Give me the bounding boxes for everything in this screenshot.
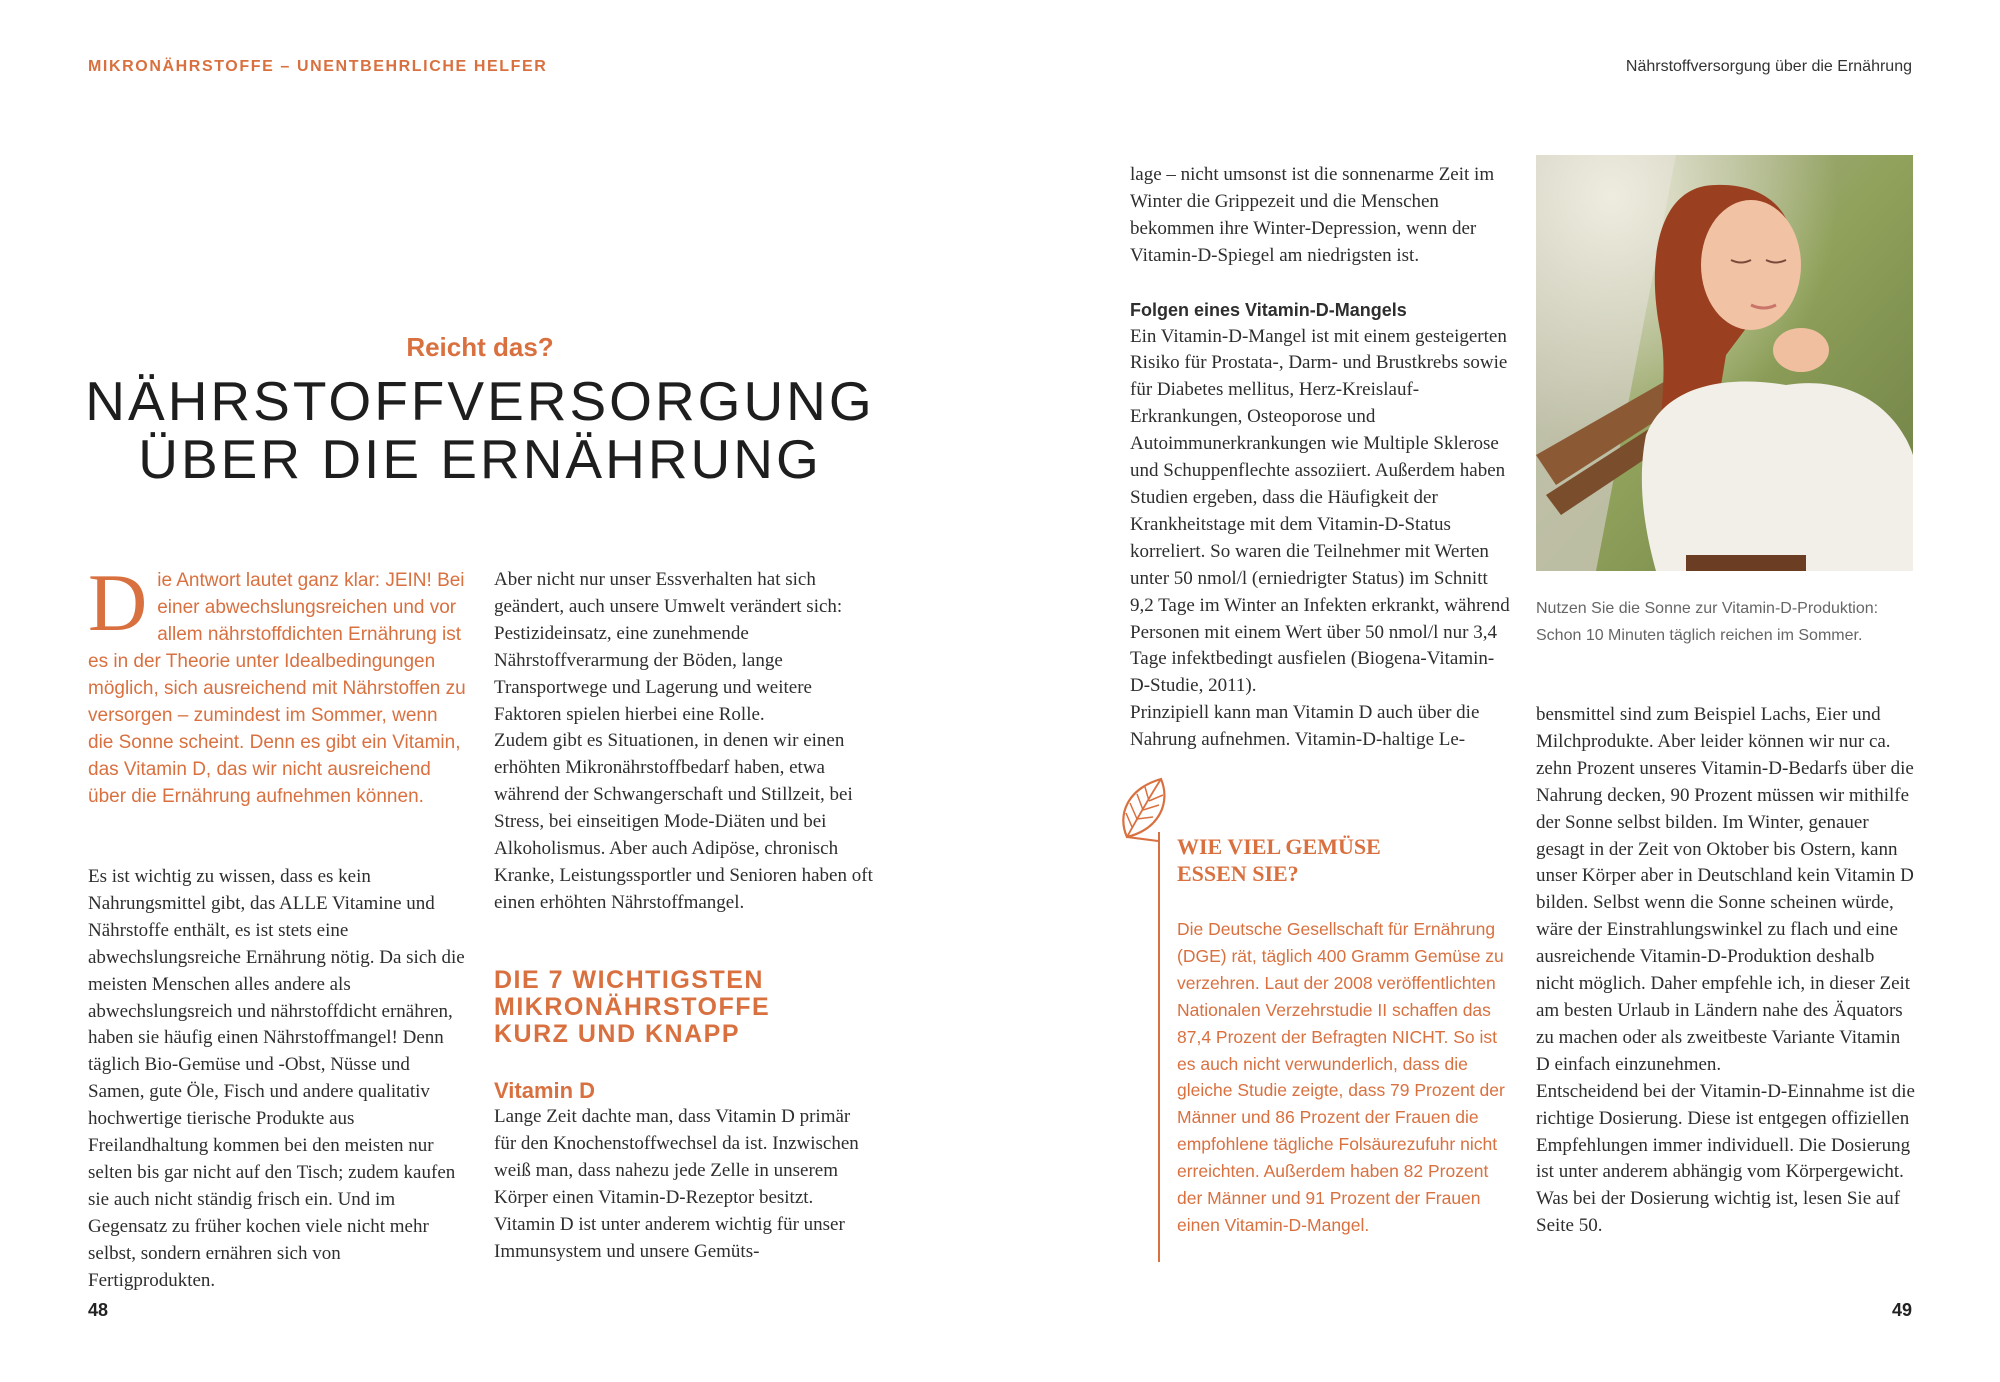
box-text: Die Deutsche Gesellschaft für Ernährung (DGE) rät, täglich 400 Gramm Gemüse zu verzehren. Laut der 2008 veröffentlichten Nationalen Verzehrstudie II schaffen das 87,4 Prozent der Befragten NICHT. So ist es auch nicht verwunderlich, dass die gleiche Studie zeigte, dass 79 Prozent der Männer und 86 Prozent der Frauen die empfohlene tägliche Folsäurezufuhr nicht erreichten. Außerdem haben 82 Prozent der Männer und 91 Prozent der Frauen einen Vitamin-D-Mangel. — [1177, 919, 1505, 1235]
paragraph: Entscheidend bei der Vitamin-D-Einnahme ist die richtige Dosierung. Diese ist entgegen offiziellen Empfehlungen immer individuell. Die Dosierung ist unter anderem abhängig vom Körpergewicht. Was bei der Dosierung wichtig ist, lesen Sie auf Seite 50. — [1536, 1080, 1915, 1237]
paragraph: Aber nicht nur unser Essverhalten hat sich geändert, auch unsere Umwelt verändert sich: Pestizideinsatz, eine zunehmende Nährstoffverarmung der Böden, lange Transportwege und Lagerung und weitere Faktoren spielen hierbei eine Rolle. — [494, 569, 843, 725]
running-head-right: Nährstoffversorgung über die Ernährung — [1625, 58, 1912, 75]
paragraph: Zudem gibt es Situationen, in denen wir einen erhöhten Mikronährstoffbedarf haben, etwa während der Schwangerschaft und Stillzeit, bei Stress, bei einseitigen Mode-Diäten und bei Alkoholismus. Aber auch Adipöse, chronisch Kranke, Leistungssportler und Senioren haben oft einen erhöhten Nährstoffmangel. — [494, 730, 873, 913]
section-heading — [494, 967, 894, 1048]
paragraph: Prinzipiell kann man Vitamin D auch über die Nahrung aufnehmen. Vitamin-D-haltige Le- — [1130, 702, 1480, 751]
section-heading-line-2: MIKRONÄHRSTOFFE — [494, 993, 771, 1021]
spacer — [1130, 270, 1510, 297]
column-4 — [1536, 702, 1916, 1240]
column-2-continued — [494, 1104, 874, 1265]
column-3 — [1130, 162, 1510, 754]
box-heading-line-1: WIE VIEL GEMÜSE — [1177, 834, 1381, 859]
sub-heading: Folgen eines Vitamin-D-Mangels — [1130, 299, 1407, 320]
drop-cap: D — [88, 557, 148, 648]
paragraph: Ein Vitamin-D-Mangel ist mit einem gesteigerten Risiko für Prostata-, Darm- und Brustkrebs sowie für Diabetes mellitus, Herz-Kreislauf-Erkrankungen, Osteoporose und Autoimmunerkrankungen wie Multiple Sklerose und Schuppenflechte assoziiert. Außerdem haben Studien ergeben, dass die Häufigkeit der Krankheitstage mit dem Vitamin-D-Status korreliert. So waren die Teilnehmer mit Werten unter 50 nmol/l (erniedrigter Status) im Schnitt 9,2 Tage im Winter an Infekten erkrankt, während Personen mit einem Wert über 50 nmol/l nur 3,4 Tage infektbedingt ausfielen (Biogena-Vitamin-D-Studie, 2011). — [1130, 325, 1510, 697]
paragraph: bensmittel sind zum Beispiel Lachs, Eier und Milchprodukte. Aber leider können wir nur ca. zehn Prozent unseres Vitamin-D-Bedarfs über die Nahrung decken, 90 Prozent müssen wir mithilfe der Sonne selbst bilden. Im Winter, genauer gesagt in der Zeit von Oktober bis Ostern, kann unser Körper aber in Deutschland kein Vitamin D bilden. Selbst wenn die Sonne scheinen würde, wäre der Einstrahlungswinkel zu flach und eine ausreichende Vitamin-D-Produktion deshalb nicht möglich. Daher empfehle ich, in dieser Zeit am besten Urlaub in Ländern nahe des Äquators zu machen oder als zweitbeste Variante Vitamin D einfach einzunehmen. — [1536, 704, 1914, 1075]
lead-paragraph — [88, 557, 468, 810]
title-line-2: ÜBER DIE ERNÄHRUNG — [138, 428, 822, 490]
section-heading-line-1: DIE 7 WICHTIGSTEN — [494, 966, 764, 994]
running-head-left: MIKRONÄHRSTOFFE – UNENTBEHRLICHE HELFER — [88, 58, 548, 75]
column-1 — [88, 864, 468, 1295]
box-heading — [1177, 833, 1381, 887]
kicker: Reicht das? — [406, 332, 554, 362]
lead-text: ie Antwort lautet ganz klar: JEIN! Bei einer abwechslungsreichen und vor allem nährstoffdichten Ernährung ist es in der Theorie unter Idealbedingungen möglich, sich ausreichend mit Nährstoffen zu versorgen – zumindest im Sommer, wenn die Sonne scheint. Denn es gibt ein Vitamin, das Vitamin D, das wir nicht ausreichend über die Ernährung aufnehmen können. — [88, 570, 466, 807]
title-line-1: NÄHRSTOFFVERSORGUNG — [85, 370, 875, 432]
page-title — [60, 372, 900, 488]
box-heading-line-2: ESSEN SIE? — [1177, 861, 1299, 886]
paragraph: Es ist wichtig zu wissen, dass es kein Nahrungsmittel gibt, das ALLE Vitamine und Nährstoffe enthält, es ist stets eine abwechslungsreiche Ernährung nötig. Da sich die meisten Menschen alles andere als abwechslungsreich und nährstoffdicht ernähren, haben sie häufig einen Nährstoffmangel! Denn täglich Bio-Gemüse und -Obst, Nüsse und Samen, gute Öle, Fisch und andere qualitativ hochwertige tierische Produkte aus Freilandhaltung kommen bei den meisten nur selten bis gar nicht auf den Tisch; zudem kaufen sie auch nicht ständig frisch ein. Und im Gegensatz zu früher kochen viele nicht mehr selbst, sondern ernähren sich von Fertigprodukten. — [88, 866, 465, 1291]
paragraph: Lange Zeit dachte man, dass Vitamin D primär für den Knochenstoffwechsel da ist. Inzwischen weiß man, dass nahezu jede Zelle in unserem Körper einen Vitamin-D-Rezeptor besitzt. Vitamin D ist unter anderem wichtig für unser Immunsystem und unsere Gemüts- — [494, 1106, 859, 1262]
page-number-right: 49 — [1891, 1300, 1912, 1320]
paragraph: lage – nicht umsonst ist die sonnenarme Zeit im Winter die Grippezeit und die Menschen bekommen ihre Winter-Depression, wenn der Vitamin-D-Spiegel am niedrigsten ist. — [1130, 164, 1495, 266]
section-heading-line-3: KURZ UND KNAPP — [494, 1020, 740, 1048]
vitamin-heading: Vitamin D — [494, 1078, 596, 1103]
page-number-left: 48 — [88, 1300, 109, 1320]
photo-caption: Nutzen Sie die Sonne zur Vitamin-D-Produktion: Schon 10 Minuten täglich reichen im Sommer. — [1536, 600, 1879, 644]
photo-woman-in-sun — [1536, 155, 1913, 571]
column-2 — [494, 567, 874, 917]
box-rule — [1158, 832, 1160, 1262]
leaf-icon — [1113, 775, 1173, 850]
